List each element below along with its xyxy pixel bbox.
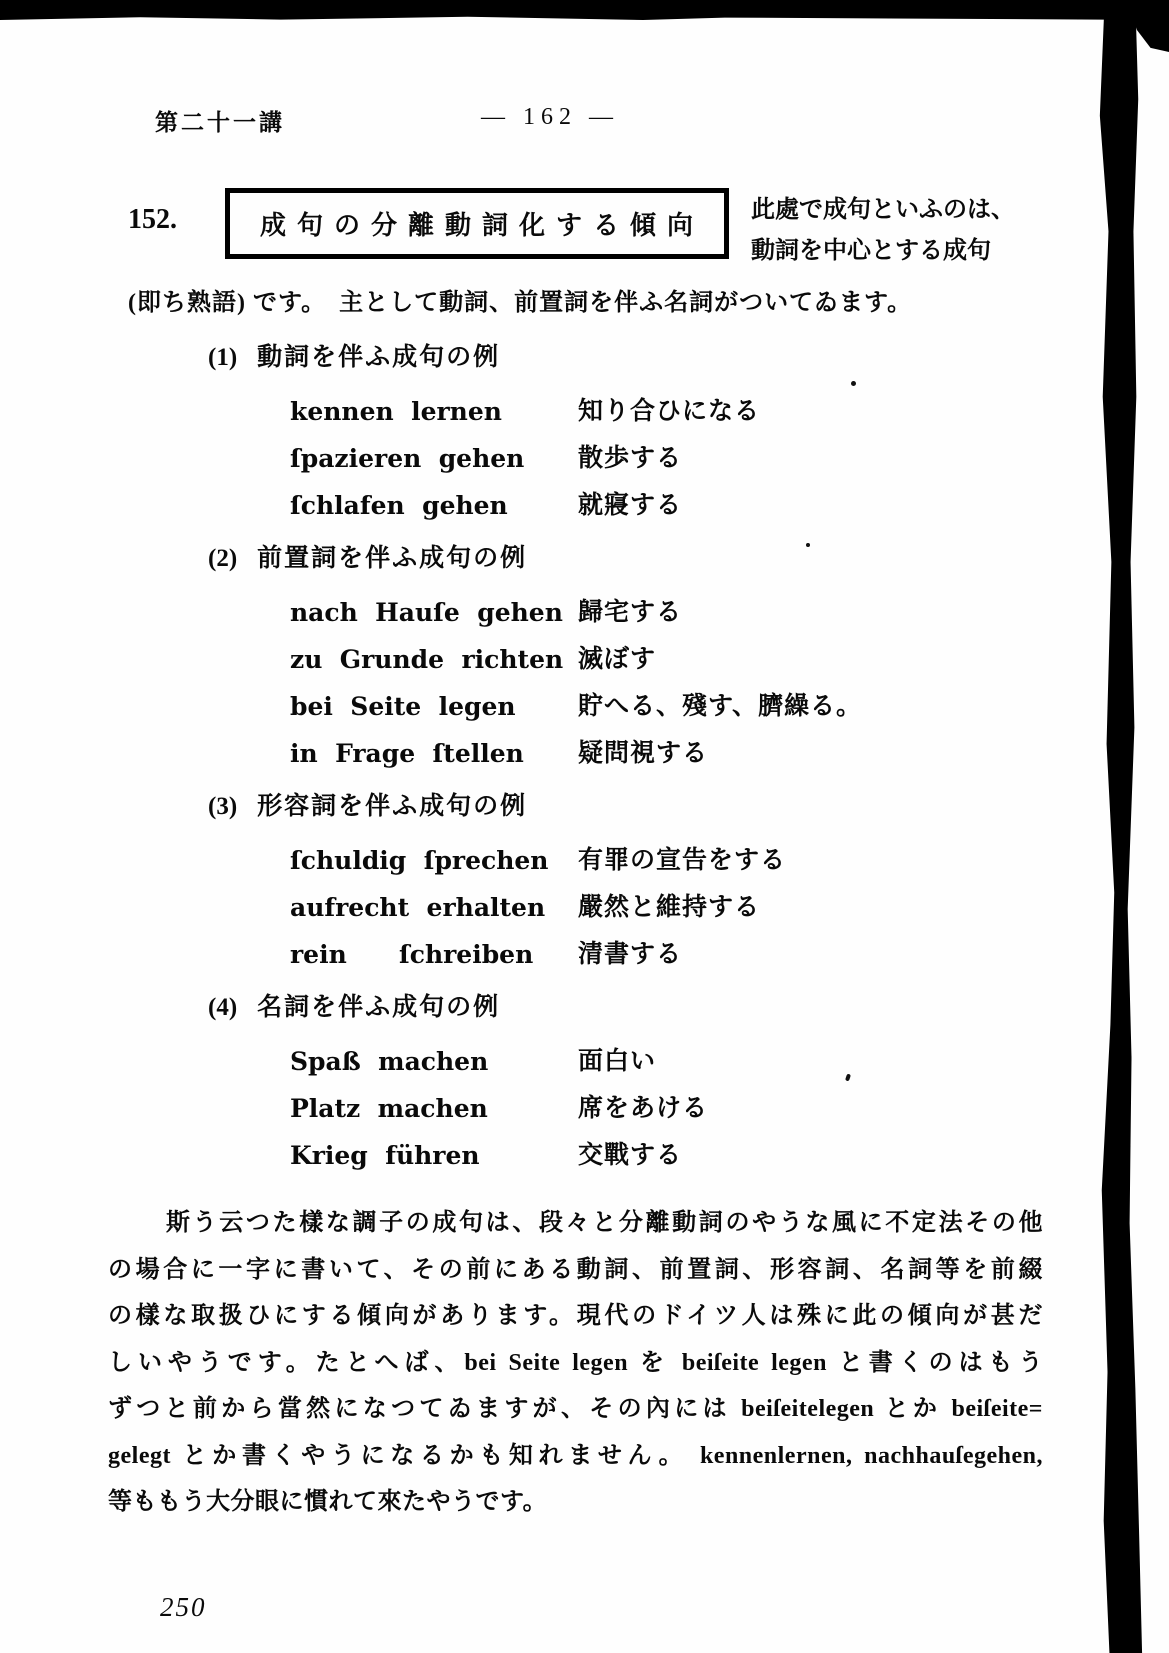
section-heading	[208, 337, 1169, 373]
japanese-meaning: 清書する	[578, 941, 683, 968]
phrase-row	[290, 940, 1169, 969]
german-phrase: Platz machen	[290, 1094, 488, 1123]
side-note	[751, 190, 1015, 272]
german-phrase: aufrecht erhalten	[290, 893, 546, 922]
boxed-title: 成句の分離動詞化する傾向	[225, 188, 729, 259]
paragraph-line: 斯う云つた樣な調子の成句は、段々と分離動詞のやうな風に不定法その他	[166, 1210, 1043, 1236]
german-phrase: Spaß machen	[290, 1047, 489, 1076]
paragraph-line: の樣な取扱ひにする傾向があります。現代のドイツ人は殊に此の傾向が甚だ	[108, 1303, 1043, 1329]
section-heading	[208, 538, 1169, 574]
phrase-row	[290, 598, 1169, 627]
japanese-meaning: 知り合ひになる	[578, 398, 761, 425]
section-rows	[0, 598, 1169, 768]
side-note-line: 此處で成句といふのは、	[751, 197, 1016, 223]
section-rows	[0, 1047, 1169, 1170]
section-heading-text: 名詞を伴ふ成句の例	[257, 994, 501, 1021]
ink-speck	[806, 543, 810, 547]
section-label: (2)	[208, 545, 238, 572]
chapter-title: 第二十一講	[155, 110, 285, 135]
japanese-meaning: 滅ぼす	[578, 646, 657, 673]
phrase-section	[0, 337, 1169, 520]
closing-paragraph	[108, 1200, 1043, 1526]
german-phrase: rein ſchreiben	[290, 940, 534, 969]
section-label: (1)	[208, 344, 238, 371]
japanese-meaning: 嚴然と維持する	[578, 894, 761, 921]
phrase-row	[290, 1047, 1169, 1076]
section-heading-text: 形容詞を伴ふ成句の例	[257, 793, 528, 820]
section-heading-block	[128, 188, 1169, 272]
paragraph-line: 等ももう大分眼に慣れて來たやうです。	[108, 1489, 548, 1515]
side-note-line: 動詞を中心とする成句	[751, 238, 992, 264]
japanese-meaning: 交戰する	[578, 1142, 683, 1169]
paragraph-line: gelegt とか書くやうになるかも知れません。 kennenlernen, nachhauſegehen,	[108, 1442, 1043, 1469]
paragraph-line: の場合に一字に書いて、その前にある動詞、前置詞、形容詞、名詞等を前綴	[108, 1256, 1043, 1283]
section-heading	[208, 786, 1169, 822]
folio-number: — 162 —	[481, 104, 619, 130]
german-phrase: Krieg führen	[290, 1141, 480, 1170]
german-phrase: in Frage ſtellen	[290, 739, 524, 768]
phrase-row	[290, 397, 1169, 426]
section-label: (3)	[208, 793, 238, 820]
section-rows	[0, 846, 1169, 969]
japanese-meaning: 歸宅する	[578, 599, 683, 626]
phrase-row	[290, 692, 1169, 721]
phrase-row	[290, 645, 1169, 674]
japanese-meaning: 面白い	[578, 1048, 657, 1075]
paragraph-line: ずつと前から當然になつてゐますが、その內には beiſeitelegen とか beiſeite=	[108, 1396, 1043, 1422]
phrase-row	[290, 491, 1169, 520]
japanese-meaning: 有罪の宣告をする	[578, 847, 787, 874]
german-phrase: ſchlafen gehen	[290, 491, 508, 520]
german-phrase: kennen lernen	[290, 397, 502, 426]
paragraph-line: しいやうです。たとへば、bei Seite legen を beiſeite legen と書くのはもう	[108, 1349, 1043, 1376]
intro-line: (即ち熟語) です。 主として動詞、前置詞を伴ふ名詞がついてゐます。	[128, 290, 913, 316]
german-phrase: nach Hauſe gehen	[290, 598, 563, 627]
phrase-row	[290, 846, 1169, 875]
section-heading	[208, 987, 1169, 1023]
german-phrase: ſchuldig ſprechen	[290, 846, 549, 875]
ink-speck	[851, 381, 856, 386]
section-label: (4)	[208, 994, 238, 1021]
phrase-section	[0, 786, 1169, 969]
japanese-meaning: 就寢する	[578, 492, 683, 519]
phrase-row	[290, 1094, 1169, 1123]
phrase-sections	[0, 337, 1169, 1170]
japanese-meaning: 疑問視する	[578, 740, 709, 767]
phrase-row	[290, 739, 1169, 768]
japanese-meaning: 席をあける	[578, 1095, 709, 1122]
section-number: 152.	[128, 204, 177, 235]
section-rows	[0, 397, 1169, 520]
german-phrase: ſpazieren gehen	[290, 444, 525, 473]
page-number: 250	[160, 1591, 207, 1622]
phrase-row	[290, 1141, 1169, 1170]
phrase-row	[290, 444, 1169, 473]
phrase-section	[0, 538, 1169, 768]
phrase-section	[0, 987, 1169, 1170]
running-head	[0, 0, 1169, 148]
japanese-meaning: 貯へる、殘す、臍繰る。	[578, 693, 863, 720]
section-heading-text: 前置詞を伴ふ成句の例	[257, 545, 528, 572]
phrase-row	[290, 893, 1169, 922]
german-phrase: bei Seite legen	[290, 692, 516, 721]
section-heading-text: 動詞を伴ふ成句の例	[257, 344, 501, 371]
japanese-meaning: 散歩する	[578, 445, 683, 472]
german-phrase: zu Grunde richten	[290, 645, 564, 674]
